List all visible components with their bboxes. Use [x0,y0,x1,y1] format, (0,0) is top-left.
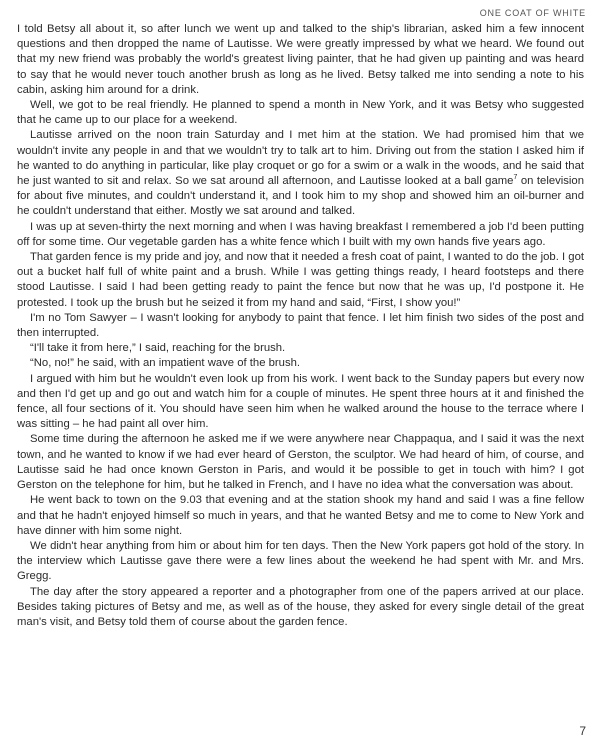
footnote-marker[interactable]: 7 [513,174,518,182]
running-head: ONE COAT OF WHITE [479,8,586,18]
paragraph [17,128,584,219]
paragraph: We didn't hear anything from him or about him for ten days. Then the New York papers got hold of the story. In the interview which Lautisse gave there were a few lines about the weekend he had spent with Mr. and Mrs. Gregg. [17,539,584,583]
paragraph: Well, we got to be real friendly. He planned to spend a month in New York, and it was Betsy who suggested that he came up to our place for a weekend. [17,99,584,127]
paragraph: “No, no!” he said, with an impatient wave of the brush. [30,357,301,370]
page-number: 7 [579,724,586,738]
paragraph: “I'll take it from here,” I said, reaching for the brush. [30,342,286,355]
paragraph: The day after the story appeared a reporter and a photographer from one of the papers arrived at our place. Besides taking pictures of Betsy and me, as well as of the house, they asked for every single detail of the great man's visit, and Betsy told them of course about the garden fence. [17,585,584,628]
paragraph: He went back to town on the 9.03 that evening and at the station shook my hand and said I was a fine fellow and that he hadn't enjoyed himself so much in years, and that he wanted Betsy and me to come to New York and have dinner with him some night. [17,494,584,537]
paragraph-text: Lautisse arrived on the noon train Saturday and I met him at the station. We had promised him that we wouldn't invite any people in and that we wouldn't try to talk art to him. Driving out from the station I asked him if he wanted to do anything in particular, like play croquet or go for a swim or a walk in the woods, and he said that he just wanted to sit and relax. So we sat around all afternoon, and Lautisse looked at a ball game [17,129,584,188]
paragraph: I was up at seven-thirty the next morning and when I was having breakfast I remembered a job I'd been putting off for some time. Our vegetable garden has a white fence which I built with my own hands five years ago. [17,220,584,248]
paragraph: Some time during the afternoon he asked me if we were anywhere near Chappaqua, and I said it was the next town, and he wanted to know if we had ever heard of Gerston, the sculptor. We had heard of him, of course, and Lautisse said he had once known Gerston in Paris, and would it be possible to get in touch with him? I got Gerston on the telephone for him, but he talked in French, and I have no idea what the conversation was about. [17,433,584,492]
paragraph: I'm no Tom Sawyer – I wasn't looking for anybody to paint that fence. I let him finish two sides of the post and then interrupted. [17,311,584,340]
paragraph: That garden fence is my pride and joy, and now that it needed a fresh coat of paint, I wanted to do the job. I got out a bucket half full of white paint and a brush. While I was getting things ready, I heard footsteps and there stood Lautisse. I said I had been getting ready to paint the fence but now that he was up, I'd postpone it. He protested. I took up the brush but he seized it from my hand and said, “First, I show you!” [17,251,584,309]
paragraph: I told Betsy all about it, so after lunch we went up and talked to the ship's librarian, asked him a few innocent questions and then dropped the name of Lautisse. We were greatly impressed by what we heard. We found out that my new friend was probably the world's greatest living painter, that he had given up painting and was heard to say that he would never touch another brush as long as he lived. Betsy talked me into sending a note to his cabin, asking him around for a drink. [17,23,584,96]
paragraph: I argued with him but he wouldn't even look up from his work. I went back to the Sunday papers but every now and then I'd get up and go out and watch him for a couple of minutes. He spent three hours at it and finished the fence, all four sections of it. You should have seen him when he walked around the house to the terrace where I was sitting – he had paint all over him. [17,372,584,431]
story-text [17,22,584,630]
paragraph-text: on television for about five minutes, and couldn't understand it, and I took him to my shop and showed him an oil-burner and he couldn't understand that either. Mostly we sat around and talked. [17,175,584,218]
